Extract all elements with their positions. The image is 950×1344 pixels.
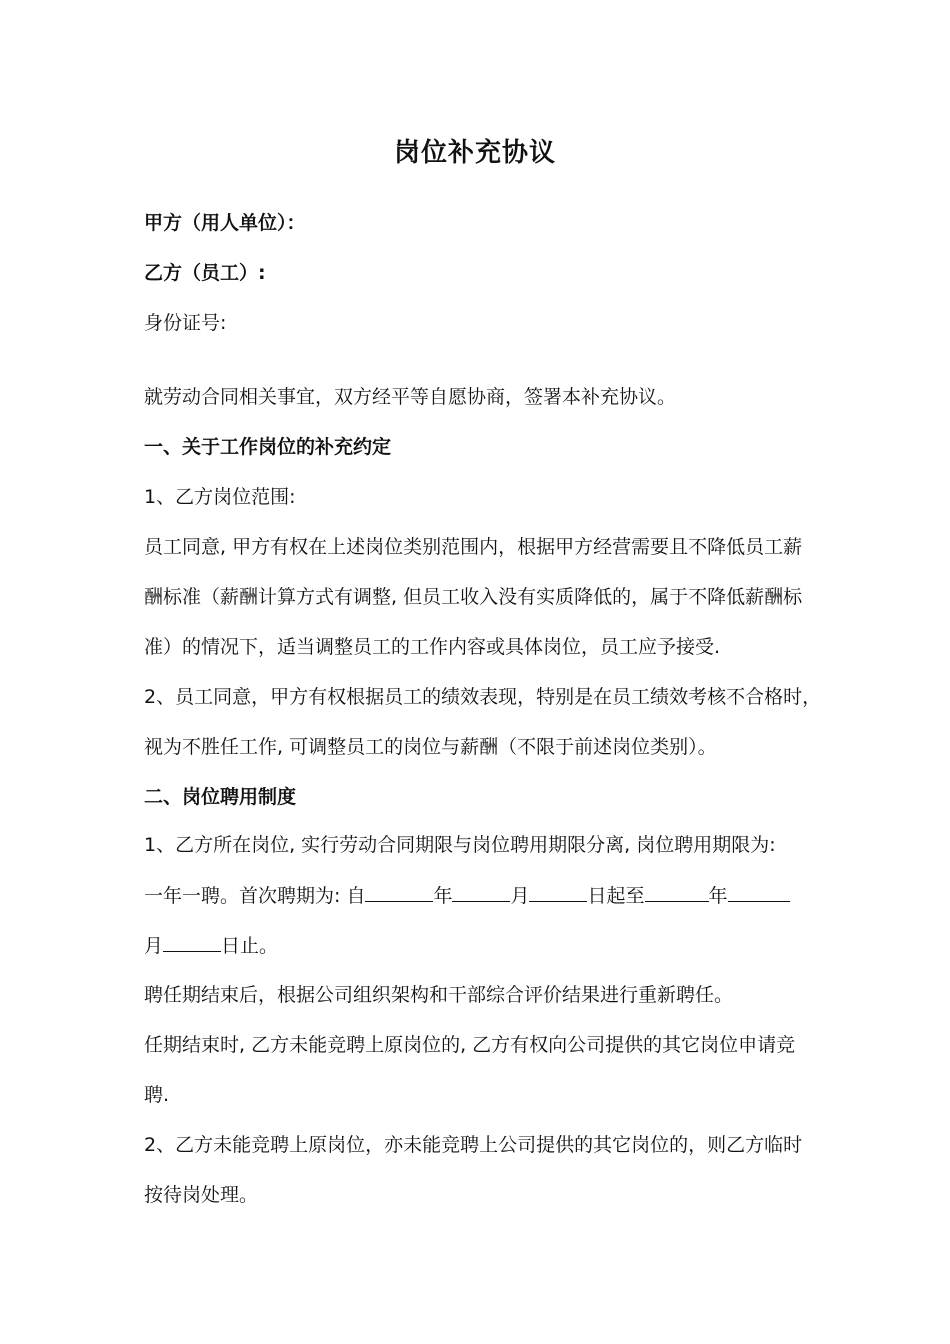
- document-title: 岗位补充协议: [393, 138, 556, 168]
- section1-item2-line2: 视为不胜任工作, 可调整员工的岗位与薪酬（不限于前述岗位类别）。: [144, 736, 717, 758]
- term-end-line1: 任期结束时, 乙方未能竞聘上原岗位的, 乙方有权向公司提供的其它岗位申请竞: [144, 1034, 796, 1056]
- reappoint-line: 聘任期结束后，根据公司组织架构和干部综合评价结果进行重新聘任。: [144, 984, 734, 1006]
- term-line: [144, 881, 790, 910]
- section2-item2-line1: 2、乙方未能竞聘上原岗位，亦未能竞聘上公司提供的其它岗位的，则乙方临时: [144, 1134, 803, 1156]
- month-label: 月: [510, 885, 530, 907]
- intro-paragraph: 就劳动合同相关事宜，双方经平等自愿协商，签署本补充协议。: [144, 386, 677, 408]
- section2-item2-line2: 按待岗处理。: [144, 1184, 259, 1206]
- section1-item1-line1: 员工同意, 甲方有权在上述岗位类别范围内，根据甲方经营需要且不降低员工薪: [144, 536, 803, 558]
- day-to-label: 日止。: [221, 935, 279, 957]
- term-end-line: [144, 931, 278, 960]
- end-month-blank[interactable]: [728, 881, 790, 902]
- term-end-line2: 聘.: [144, 1084, 170, 1106]
- section1-item1-title: 1、乙方岗位范围:: [144, 486, 296, 508]
- year-label: 年: [433, 885, 453, 907]
- id-number-label: 身份证号:: [144, 312, 227, 334]
- end-year-blank[interactable]: [645, 881, 709, 902]
- party-a-label: 甲方（用人单位）：: [144, 212, 306, 234]
- section1-item1-line2: 酬标准（薪酬计算方式有调整, 但员工收入没有实质降低的，属于不降低薪酬标: [144, 586, 803, 608]
- start-year-blank[interactable]: [365, 881, 433, 902]
- day-from-label: 日起至: [587, 885, 645, 907]
- section1-item1-line3: 准）的情况下，适当调整员工的工作内容或具体岗位，员工应予接受.: [144, 636, 721, 658]
- year-label-2: 年: [708, 885, 728, 907]
- start-day-blank[interactable]: [529, 881, 587, 902]
- end-day-blank[interactable]: [163, 931, 221, 952]
- section2-heading: 二、岗位聘用制度: [144, 786, 297, 808]
- section1-heading: 一、关于工作岗位的补充约定: [144, 436, 392, 458]
- section2-item1-line1: 1、乙方所在岗位, 实行劳动合同期限与岗位聘用期限分离, 岗位聘用期限为:: [144, 834, 776, 856]
- month-label-2: 月: [144, 935, 164, 957]
- section1-item2-line1: 2、员工同意，甲方有权根据员工的绩效表现，特别是在员工绩效考核不合格时，: [144, 686, 822, 708]
- term-prefix: 一年一聘。首次聘期为: 自: [144, 885, 366, 907]
- party-b-label: 乙方（员工）:: [144, 262, 266, 284]
- start-month-blank[interactable]: [452, 881, 510, 902]
